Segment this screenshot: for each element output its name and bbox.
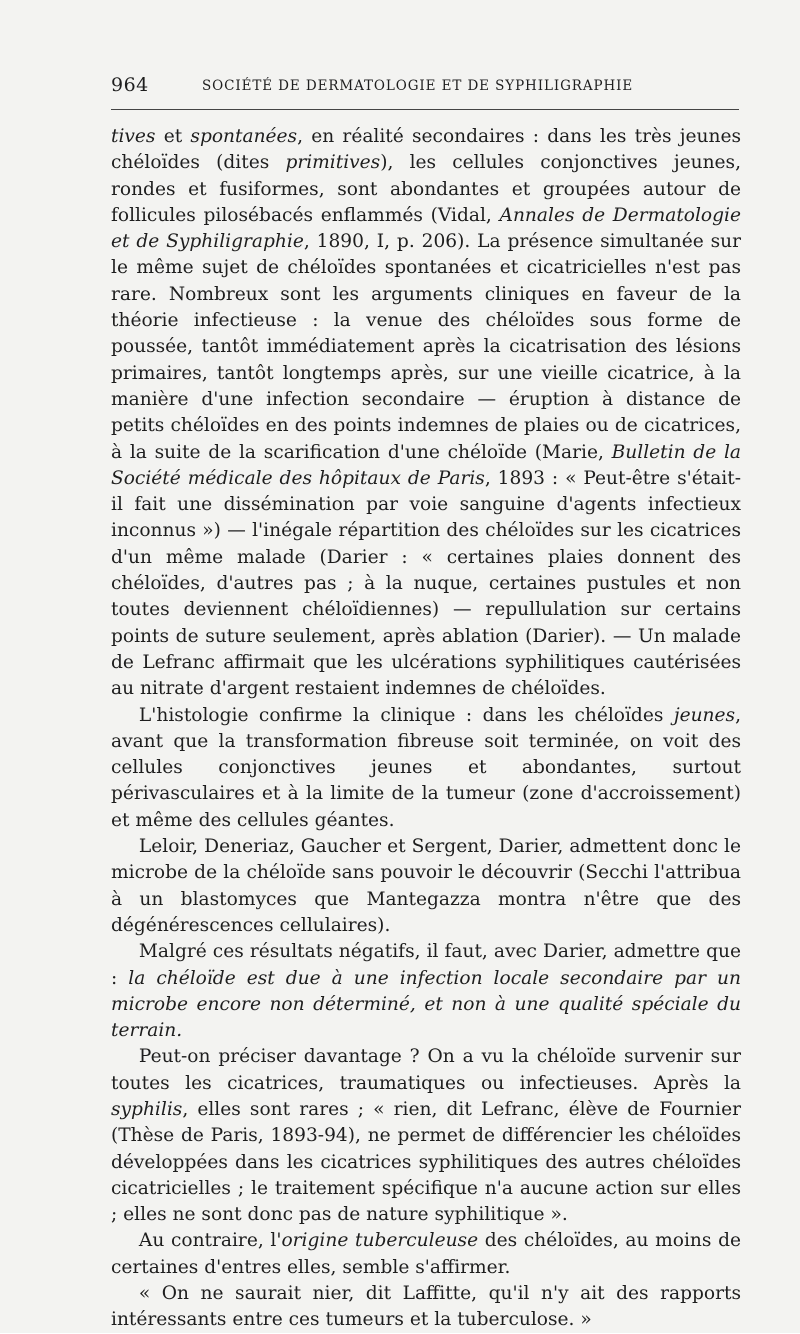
text-run: ), les cellules conjonctives jeunes, rondes et fusiformes, sont abondantes et groupées autour de follicules pilosébacés enflammés (Vidal,	[111, 152, 742, 226]
header-rule	[111, 109, 739, 110]
text-run: et	[155, 126, 191, 147]
paragraph	[111, 1044, 741, 1228]
text-run: , en réalité secondaires : dans les très jeunes chéloïdes (dites	[111, 126, 742, 174]
paragraph	[111, 124, 741, 703]
text-run: , 1893 : « Peut-être s'était-il fait une dissémination par voie sanguine d'agents infectieux inconnus ») — l'inégale répartition des chéloïdes sur les cicatrices d'un même malade (Darier : « certaines plaies donnent des chéloïdes, d'autres pas ; à la nuque, certaines pustules et non toutes deviennent chéloïdiennes) — repullulation sur certains points de suture seulement, après ablation (Darier). — Un malade de Lefranc affirmait que les ulcérations syphilitiques cautérisées au nitrate d'argent restaient indemnes de chéloïdes.	[111, 467, 741, 700]
paragraph	[111, 834, 741, 939]
paragraph	[111, 1228, 741, 1281]
italic-text: jeunes	[673, 704, 736, 726]
italic-text: tives	[111, 126, 156, 147]
running-head: SOCIÉTÉ DE DERMATOLOGIE ET DE SYPHILIGRAPHIE	[202, 78, 634, 94]
paragraph	[111, 1281, 741, 1334]
body-text	[111, 124, 742, 1331]
text-run: L'histologie confirme la clinique : dans les chéloïdes	[138, 704, 674, 726]
text-run: Malgré ces résultats négatifs, il faut, avec Darier, admettre que :	[111, 941, 741, 989]
italic-text: Annales de Dermatologie et de Syphiligraphie	[111, 204, 741, 253]
italic-text: primitives	[285, 152, 381, 174]
italic-text: la chéloïde est due à une infection locale secondaire par un microbe encore non déterminé, et non à une qualité spéciale du terrain.	[111, 967, 741, 1042]
italic-text: origine tuberculeuse	[281, 1230, 479, 1252]
text-run: , 1890, I, p. 206). La présence simultanée sur le même sujet de chéloïdes spontanées et cicatricielles n'est pas rare. Nombreux sont les arguments cliniques en faveur de la théorie infectieuse : la venue des chéloïdes sous forme de poussée, tantôt immédiatement après la cicatrisation des lésions primaires, tantôt longtemps après, sur une vieille cicatrice, à la manière d'une infection secondaire — éruption à distance de petits chéloïdes en des points indemnes de plaies ou de cicatrices, à la suite de la scarification d'une chéloïde (Marie,	[111, 231, 741, 463]
italic-text: Bulletin de la Société médicale des hôpitaux de Paris	[111, 441, 741, 489]
text-run: « On ne saurait nier, dit Laffitte, qu'il n'y ait des rapports intéressants entre ces tumeurs et la tuberculose. »	[111, 1283, 741, 1331]
italic-text: spontanées	[190, 126, 298, 147]
paragraph	[111, 939, 741, 1044]
text-run: Leloir, Deneriaz, Gaucher et Sergent, Darier, admettent donc le microbe de la chéloïde sans pouvoir le découvrir (Secchi l'attribua à un blastomyces que Mantegazza montra n'être que des dégénérescences cellulaires).	[111, 836, 741, 936]
page-header	[111, 74, 741, 104]
text-run: Au contraire, l'	[138, 1230, 282, 1252]
page-number: 964	[111, 74, 149, 96]
text-run: , avant que la transformation fibreuse soit terminée, on voit des cellules conjonctives jeunes et abondantes, surtout périvasculaires et à la limite de la tumeur (zone d'accroissement) et même des cellules géantes.	[111, 704, 741, 831]
text-run: Peut-on préciser davantage ? On a vu la chéloïde survenir sur toutes les cicatrices, traumatiques ou infectieuses. Après la	[111, 1046, 741, 1094]
text-run: des chéloïdes, au moins de certaines d'entres elles, semble s'affirmer.	[111, 1230, 741, 1278]
paragraph	[111, 703, 741, 834]
text-run: , elles sont rares ; « rien, dit Lefranc, élève de Fournier (Thèse de Paris, 1893-94), ne permet de différencier les chéloïdes développées dans les cicatrices syphilitiques des autres chéloïdes cicatricielles ; le traitement spécifique n'a aucune action sur elles ; elles ne sont donc pas de nature syphilitique ».	[111, 1098, 741, 1226]
italic-text: syphilis	[111, 1098, 183, 1120]
